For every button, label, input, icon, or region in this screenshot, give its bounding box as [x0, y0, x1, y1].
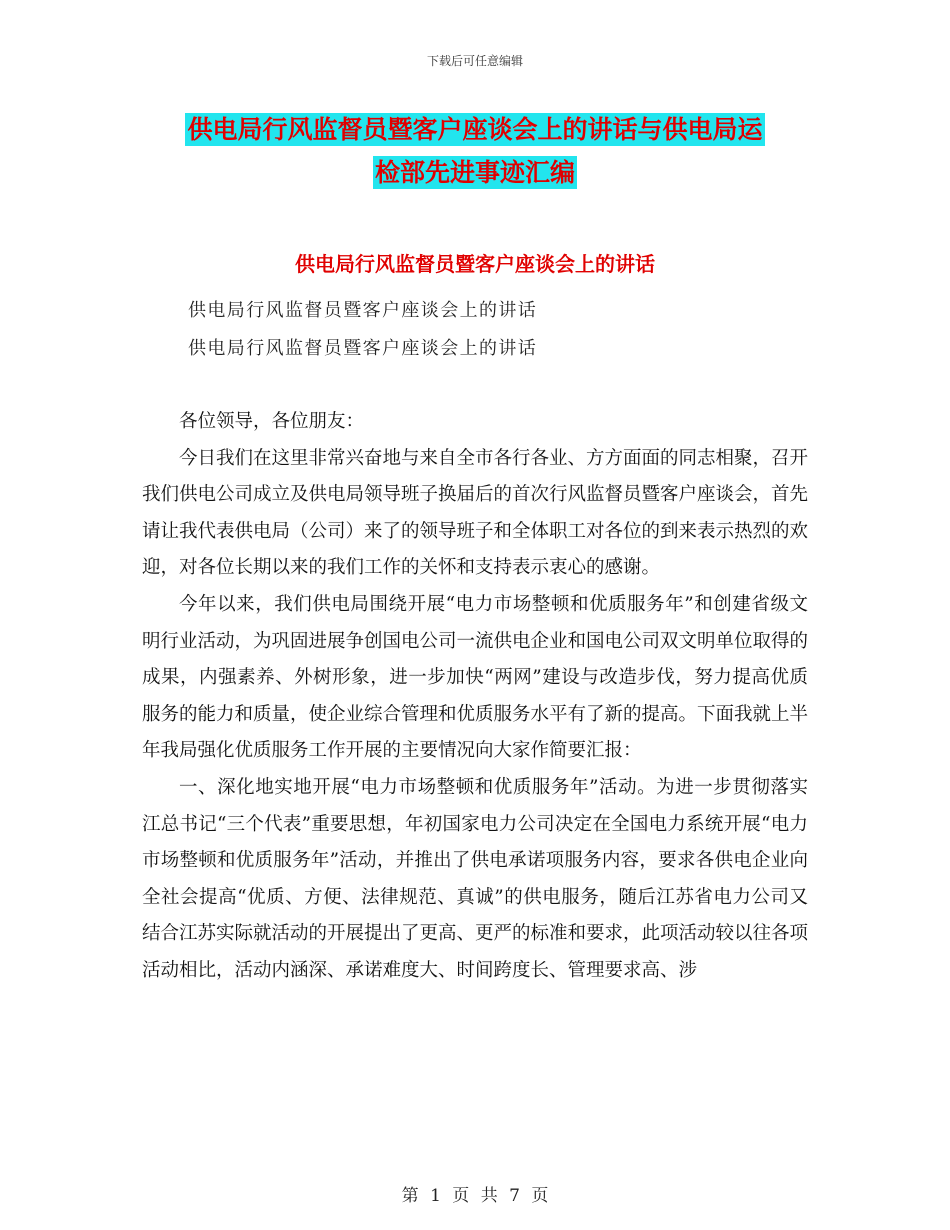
header-note: 下载后可任意编辑	[426, 54, 523, 68]
document-title-text-2: 检部先进事迹汇编	[374, 158, 575, 187]
salutation-paragraph: 各位领导，各位朋友：	[179, 411, 365, 432]
body-paragraph: 一、深化地实地开展“电力市场整顿和优质服务年”活动。为进一步贯彻落实江总书记“三个代表”重要思想，年初国家电力公司决定在全国电力系统开展“电力市场整顿和优质服务年”活动，并推出了供电承诺项服务内容，要求各供电企业向全社会提高“优质、方便、法律规范、真诚”的供电服务，随后江苏省电力公司又结合江苏实际就活动的开展提出了更高、更严的标准和要求，此项活动较以往各项活动相比，活动内涵深、承诺难度大、时间跨度长、管理要求高、涉	[142, 776, 809, 981]
subtitle-line: 供电局行风监督员暨客户座谈会上的讲话	[188, 338, 538, 359]
document-title-text-1: 供电局行风监督员暨客户座谈会上的讲话与供电局运	[187, 115, 763, 144]
body-paragraph: 今日我们在这里非常兴奋地与来自全市各行各业、方方面面的同志相聚，召开我们供电公司成立及供电局领导班子换届后的首次行风监督员暨客户座谈会，首先请让我代表供电局（公司）来了的领导班子和全体职工对各位的到来表示热烈的欢迎，对各位长期以来的我们工作的关怀和支持表示衷心的感谢。	[142, 447, 809, 579]
section-title: 供电局行风监督员暨客户座谈会上的讲话	[295, 252, 655, 276]
document-title-line-2	[0, 157, 950, 189]
document-body	[142, 404, 808, 990]
page-number-footer: 第 1 页 共 7 页	[401, 1186, 549, 1206]
document-title-line-1	[0, 114, 950, 146]
body-paragraph: 今年以来，我们供电局围绕开展“电力市场整顿和优质服务年”和创建省级文明行业活动，为巩固进展争创国电公司一流供电企业和国电公司双文明单位取得的成果，内强素养、外树形象，进一步加快“两网”建设与改造步伐，努力提高优质服务的能力和质量，使企业综合管理和优质服务水平有了新的提高。下面我就上半年我局强化优质服务工作开展的主要情况向大家作简要汇报：	[142, 593, 809, 762]
subtitle-line: 供电局行风监督员暨客户座谈会上的讲话	[188, 300, 538, 321]
